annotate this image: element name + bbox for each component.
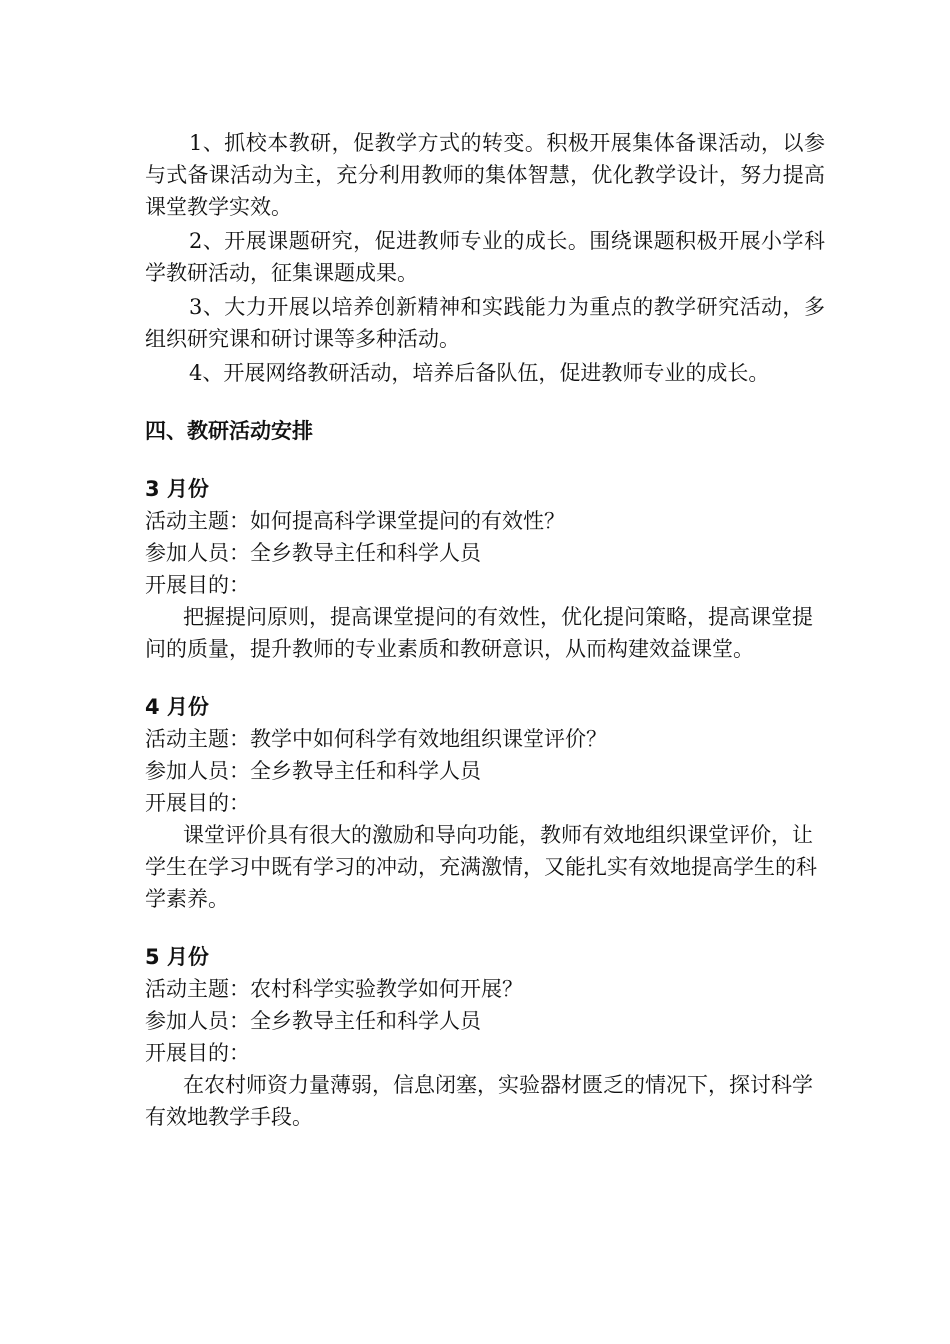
section-title: 四、教研活动安排 xyxy=(145,419,313,443)
intro-item: 4、开展网络教研活动，培养后备队伍，促进教师专业的成长。 xyxy=(189,361,770,385)
intro-item: 3、大力开展以培养创新精神和实践能力为重点的教学研究活动，多组织研究课和研讨课等多种活动。 xyxy=(145,295,825,351)
month-block-march xyxy=(145,473,825,665)
month-title: 4 月份 xyxy=(145,695,209,719)
activity-theme: 活动主题：农村科学实验教学如何开展？ xyxy=(145,977,523,1001)
purpose-label: 开展目的： xyxy=(145,1041,250,1065)
activity-theme: 活动主题：如何提高科学课堂提问的有效性？ xyxy=(145,509,565,533)
participants: 参加人员：全乡教导主任和科学人员 xyxy=(145,1009,481,1033)
activity-theme: 活动主题：教学中如何科学有效地组织课堂评价？ xyxy=(145,727,607,751)
intro-list xyxy=(145,127,825,389)
purpose-label: 开展目的： xyxy=(145,573,250,597)
month-title: 5 月份 xyxy=(145,945,209,969)
month-block-april xyxy=(145,691,825,915)
month-title: 3 月份 xyxy=(145,477,209,501)
month-block-may xyxy=(145,941,825,1133)
purpose-text: 在农村师资力量薄弱，信息闭塞，实验器材匮乏的情况下，探讨科学有效地教学手段。 xyxy=(145,1073,813,1129)
purpose-label: 开展目的： xyxy=(145,791,250,815)
participants: 参加人员：全乡教导主任和科学人员 xyxy=(145,759,481,783)
intro-item: 2、开展课题研究，促进教师专业的成长。围绕课题积极开展小学科学教研活动，征集课题成果。 xyxy=(145,229,825,285)
intro-item: 1、抓校本教研，促教学方式的转变。积极开展集体备课活动，以参与式备课活动为主，充分利用教师的集体智慧，优化教学设计，努力提高课堂教学实效。 xyxy=(145,131,825,219)
participants: 参加人员：全乡教导主任和科学人员 xyxy=(145,541,481,565)
purpose-text: 把握提问原则，提高课堂提问的有效性，优化提问策略，提高课堂提问的质量，提升教师的专业素质和教研意识，从而构建效益课堂。 xyxy=(145,605,813,661)
document-page xyxy=(145,127,825,1159)
purpose-text: 课堂评价具有很大的激励和导向功能，教师有效地组织课堂评价，让学生在学习中既有学习的冲动，充满激情，又能扎实有效地提高学生的科学素养。 xyxy=(145,823,817,911)
